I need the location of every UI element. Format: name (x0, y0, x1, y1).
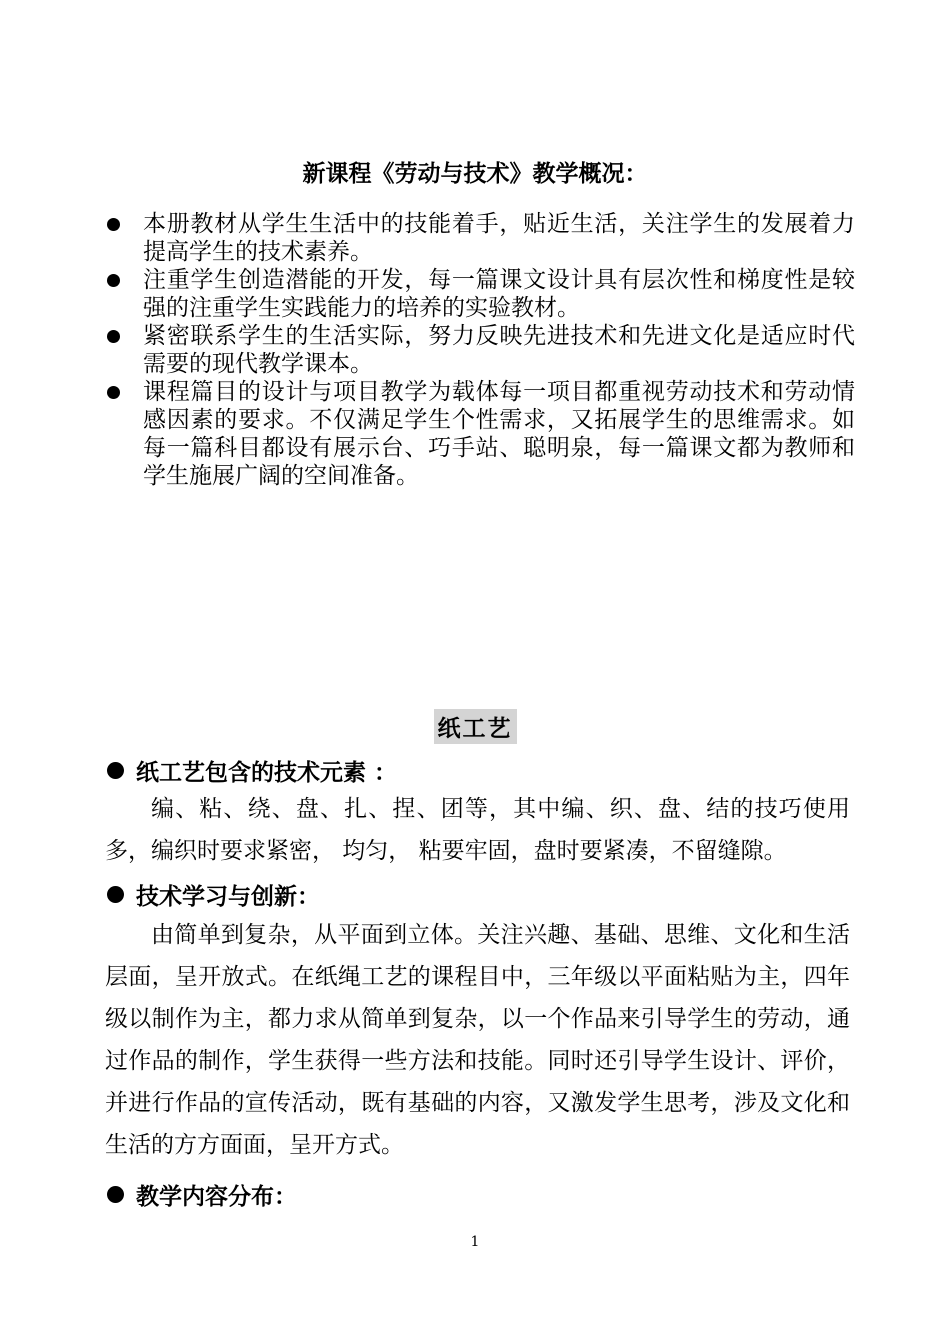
list-item (105, 378, 855, 490)
section-heading-learning-innovation (105, 878, 320, 911)
bullet-icon (107, 886, 124, 903)
page-number: 1 (470, 1234, 480, 1250)
section-heading-content-distribution (105, 1178, 297, 1211)
paragraph-tech-elements: 编、粘、绕、盘、扎、捏、团等，其中编、织、盘、结的技巧使用多，编织时要求紧密， 均匀， 粘要牢固，盘时要紧凑，不留缝隙。 (105, 796, 850, 864)
bullet-icon (107, 330, 120, 343)
bullet-icon (107, 1186, 124, 1203)
list-item (105, 322, 855, 378)
bullet-icon (107, 762, 124, 779)
bullet-icon (107, 274, 120, 287)
section-heading-tech-elements (105, 754, 397, 787)
overview-bullet-list (105, 210, 855, 490)
bullet-icon (107, 218, 120, 231)
bullet-icon (107, 386, 120, 399)
paragraph-learning-innovation: 由简单到复杂，从平面到立体。关注兴趣、基础、思维、文化和生活层面，呈开放式。在纸绳工艺的课程目中，三年级以平面粘贴为主，四年级以制作为主，都力求从简单到复杂，以一个作品来引导学生的劳动，通过作品的制作，学生获得一些方法和技能。同时还引导学生设计、评价，并进行作品的宣传活动，既有基础的内容，又激发学生思考，涉及文化和生活的方方面面，呈开方式。 (105, 922, 850, 1158)
list-item-text: 紧密联系学生的生活实际，努力反映先进技术和先进文化是适应时代需要的现代教学课本。 (143, 323, 855, 377)
heading-text: 纸工艺包含的技术元素 ： (136, 759, 398, 786)
heading-text: 教学内容分布： (136, 1183, 297, 1210)
list-item (105, 266, 855, 322)
list-item-text: 注重学生创造潜能的开发，每一篇课文设计具有层次性和梯度性是较强的注重学生实践能力的培养的实验教材。 (143, 267, 855, 321)
section-title-wrapper (0, 709, 950, 744)
heading-text: 技术学习与创新： (136, 883, 320, 910)
section-title: 纸工艺 (434, 709, 517, 744)
list-item (105, 210, 855, 266)
list-item-text: 本册教材从学生生活中的技能着手，贴近生活，关注学生的发展着力提高学生的技术素养。 (143, 211, 855, 265)
list-item-text: 课程篇目的设计与项目教学为载体每一项目都重视劳动技术和劳动情感因素的要求。不仅满足学生个性需求，又拓展学生的思维需求。如每一篇科目都设有展示台、巧手站、聪明泉，每一篇课文都为教师和学生施展广阔的空间准备。 (143, 379, 855, 489)
document-title: 新课程《劳动与技术》教学概况： (302, 160, 648, 187)
